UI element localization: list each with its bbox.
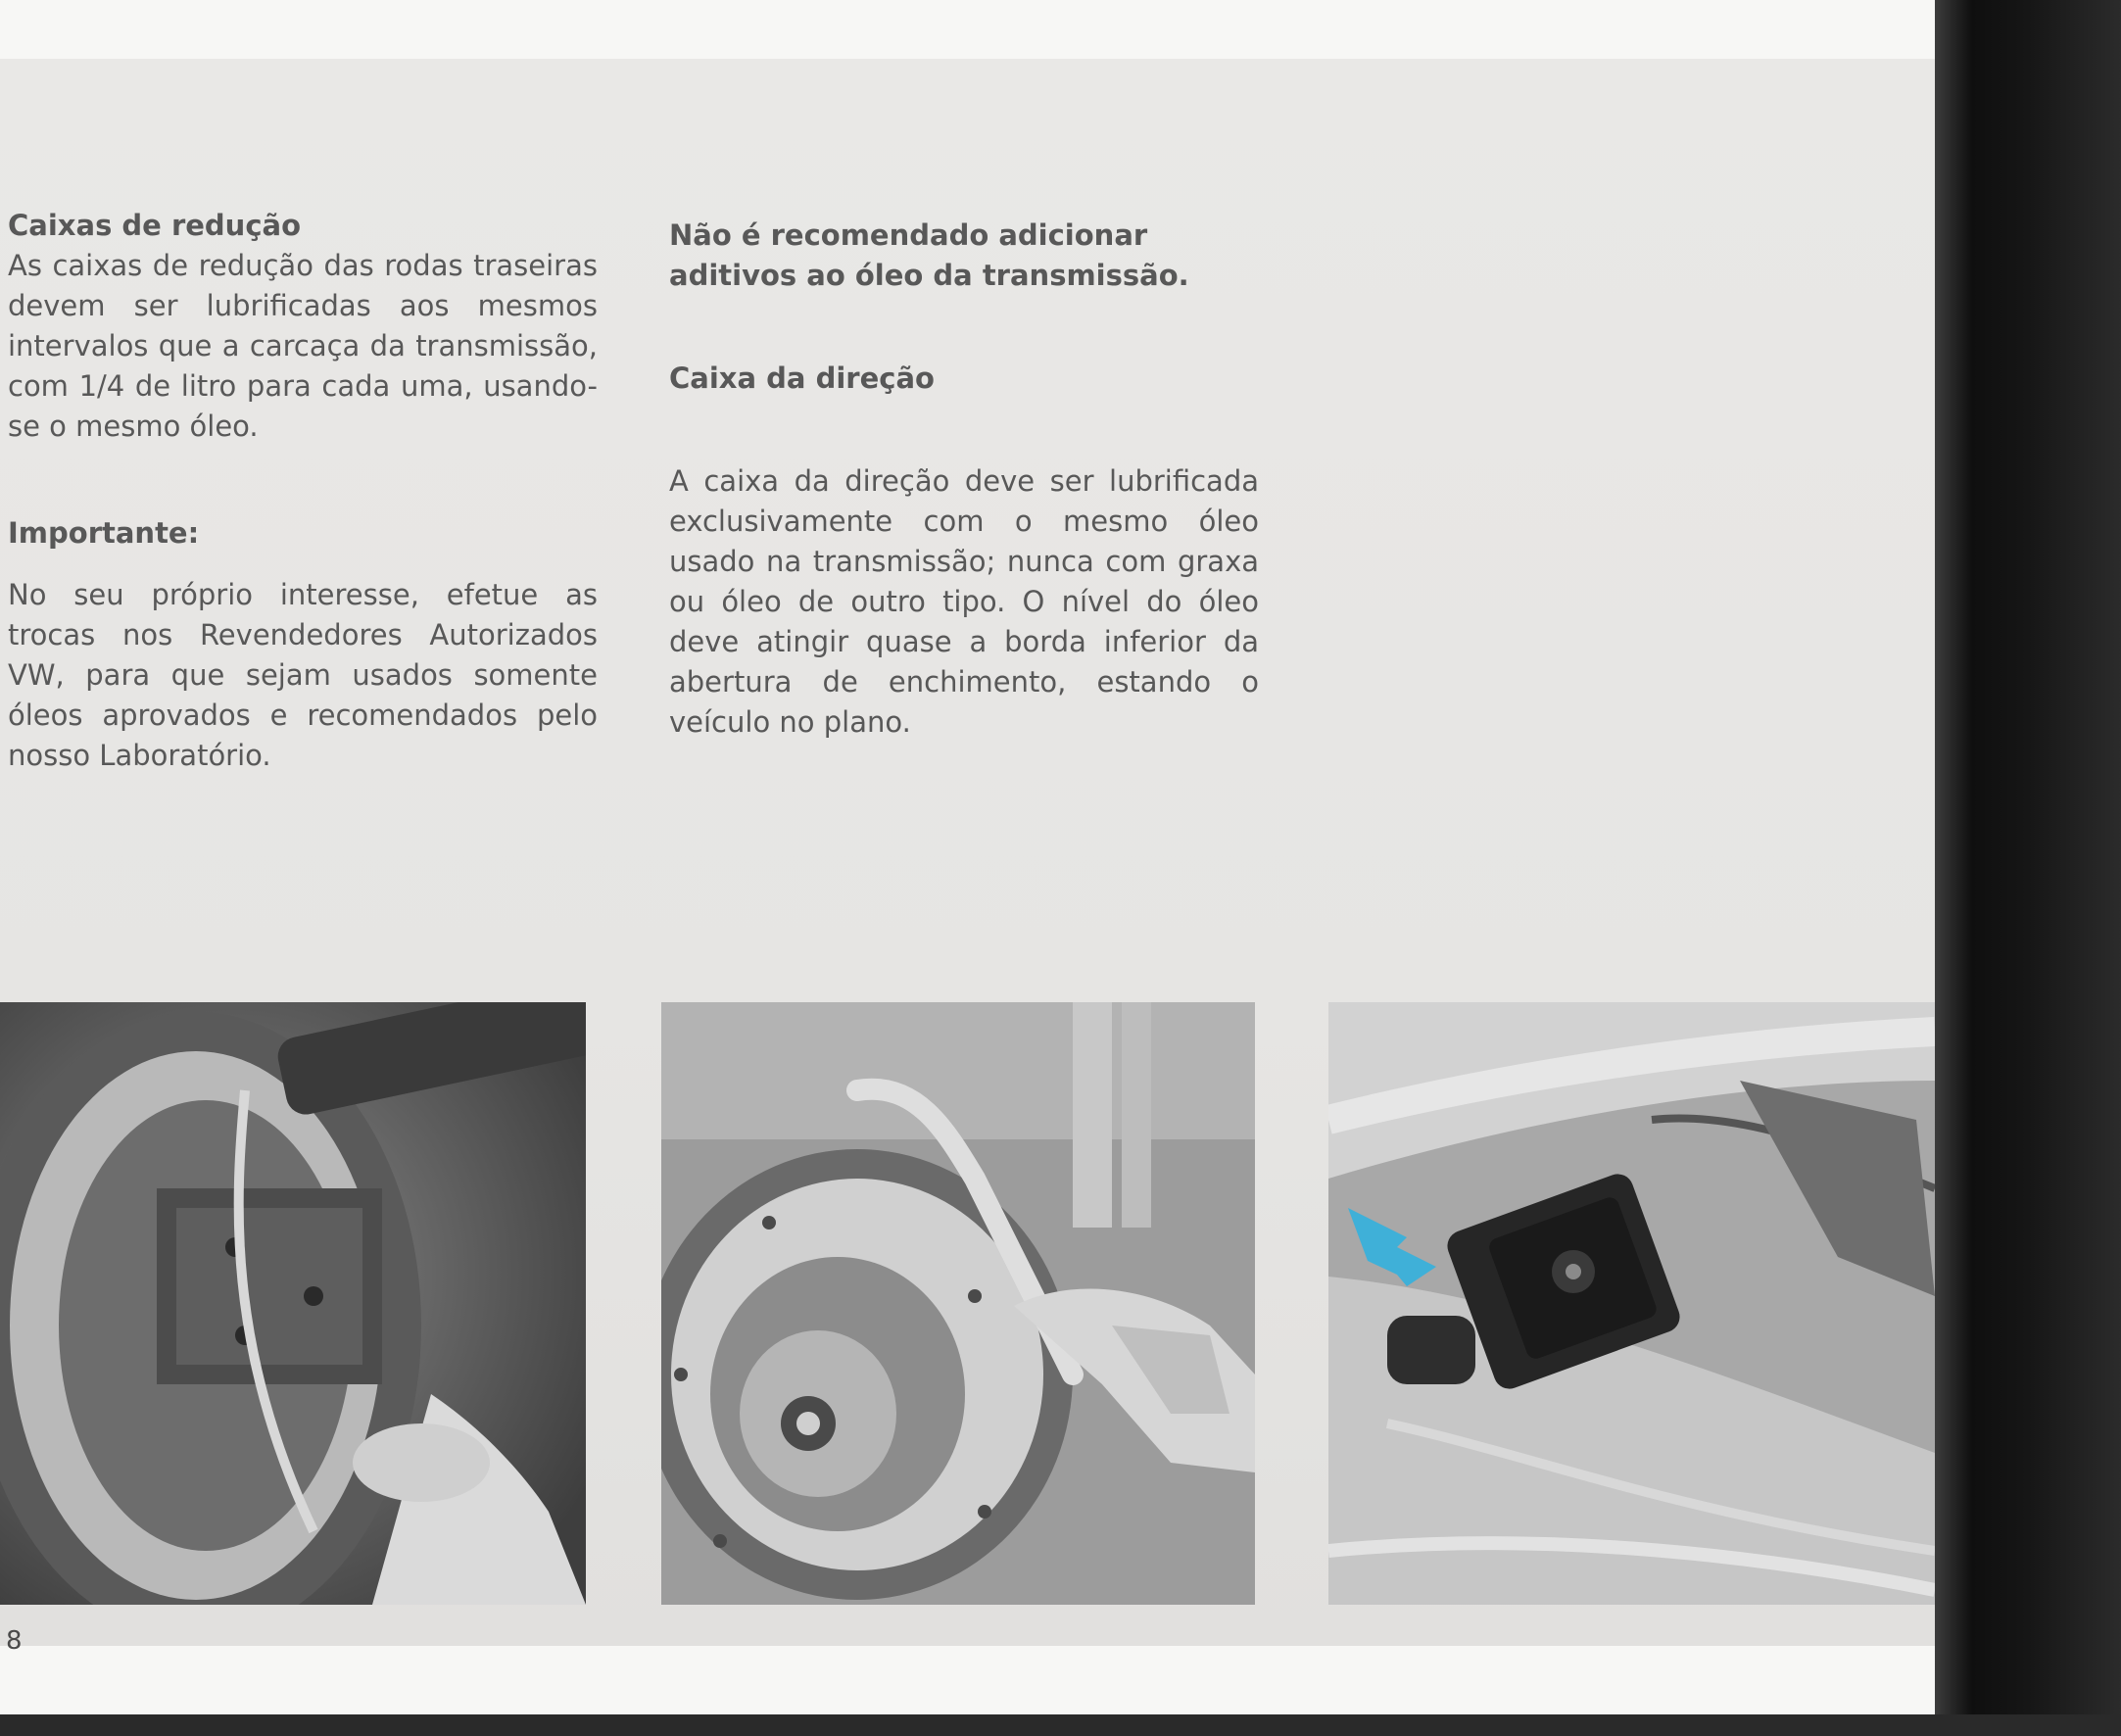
scanner-edge-bottom bbox=[0, 1714, 2121, 1736]
photo-brake-drum bbox=[661, 1002, 1255, 1605]
important-heading: Importante: bbox=[8, 516, 200, 550]
steering-box-heading: Caixa da direção bbox=[669, 362, 935, 395]
additives-note: Não é recomendado adicionar aditivos ao óleo da transmissão. bbox=[669, 218, 1189, 292]
important-text: No seu próprio interesse, efetue as trocas nos Revendedores Autorizados VW, para que sejam usados somente óleos aprovados e recomendados pelo nosso Laboratório. bbox=[8, 578, 598, 772]
steering-box-illustration bbox=[1328, 1002, 1935, 1605]
scanner-edge-right bbox=[1935, 0, 2121, 1736]
manual-page bbox=[0, 59, 1935, 1656]
left-text-column bbox=[8, 206, 598, 776]
brake-drum-illustration bbox=[661, 1002, 1255, 1605]
middle-text-column bbox=[669, 216, 1259, 743]
reduction-box-illustration bbox=[0, 1002, 586, 1605]
reduction-boxes-text: As caixas de redução das rodas traseiras devem ser lubrificadas aos mesmos intervalos que a carcaça da transmissão, com 1/4 de litro para cada uma, usando-se o mesmo óleo. bbox=[8, 249, 598, 443]
page-number: 8 bbox=[6, 1626, 23, 1656]
steering-box-text: A caixa da direção deve ser lubrificada exclusivamente com o mesmo óleo usado na transmissão; nunca com graxa ou óleo de outro tipo. O nível do óleo deve atingir quase a borda inferior da abertura de enchimento, estando o veículo no plano. bbox=[669, 464, 1259, 739]
reduction-boxes-heading: Caixas de redução bbox=[8, 209, 302, 242]
photo-steering-box bbox=[1328, 1002, 1935, 1605]
photo-reduction-box bbox=[0, 1002, 586, 1605]
